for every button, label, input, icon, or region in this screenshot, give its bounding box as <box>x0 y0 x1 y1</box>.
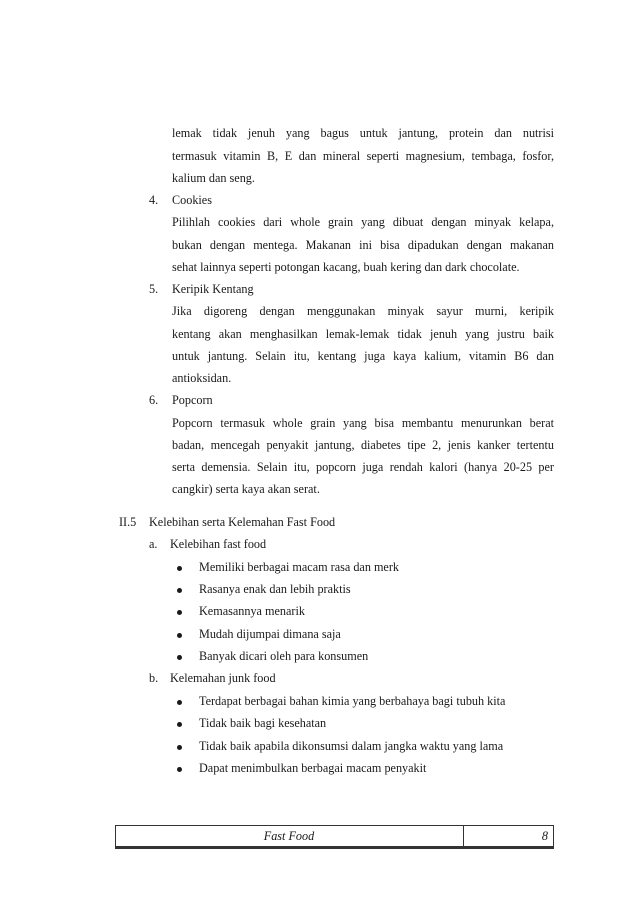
paragraph-line: bukan dengan mentega. Makanan ini bisa dipadukan dengan makanan <box>172 238 554 252</box>
paragraph-line: serta demensia. Selain itu, popcorn juga rendah kalori (hanya 20-25 per <box>172 460 554 474</box>
list-number: 5. <box>149 282 159 296</box>
bullet-icon <box>177 588 182 593</box>
list-item: Tidak baik bagi kesehatan <box>199 716 327 730</box>
paragraph-line: cangkir) serta kaya akan serat. <box>172 482 320 496</box>
list-item: Memiliki berbagai macam rasa dan merk <box>199 560 399 574</box>
list-item-title: Keripik Kentang <box>172 282 254 296</box>
bullet-icon <box>177 745 182 750</box>
paragraph-line: badan, mencegah penyakit jantung, diabetes tipe 2, jenis kanker tertentu <box>172 438 554 452</box>
list-item: Tidak baik apabila dikonsumsi dalam jangka waktu yang lama <box>199 739 504 753</box>
paragraph-line: lemak tidak jenuh yang bagus untuk jantung, protein dan nutrisi <box>172 126 554 140</box>
page-number: 8 <box>541 829 548 843</box>
list-item: Banyak dicari oleh para konsumen <box>199 649 369 663</box>
section-number: II.5 <box>119 515 137 529</box>
list-item: Terdapat berbagai bahan kimia yang berbahaya bagi tubuh kita <box>199 694 506 708</box>
footer-rule <box>115 847 554 849</box>
list-item: Dapat menimbulkan berbagai macam penyakit <box>199 761 427 775</box>
paragraph-line: Jika digoreng dengan menggunakan minyak sayur murni, keripik <box>172 304 554 318</box>
footer-title: Fast Food <box>263 829 315 843</box>
list-item: Mudah dijumpai dimana saja <box>199 627 341 641</box>
bullet-icon <box>177 633 182 638</box>
list-item-title: Cookies <box>172 193 212 207</box>
paragraph-line: untuk jantung. Selain itu, kentang juga kaya kalium, vitamin B6 dan <box>172 349 554 363</box>
sublist-title: Kelemahan junk food <box>170 671 276 685</box>
bullet-icon <box>177 700 182 705</box>
list-item: Rasanya enak dan lebih praktis <box>199 582 351 596</box>
list-item-title: Popcorn <box>172 393 213 407</box>
paragraph-line: Popcorn termasuk whole grain yang bisa membantu menurunkan berat <box>172 416 554 430</box>
paragraph-line: kentang akan menghasilkan lemak-lemak tidak jenuh yang justru baik <box>172 327 554 341</box>
paragraph-line: Pilihlah cookies dari whole grain yang dibuat dengan minyak kelapa, <box>172 215 554 229</box>
footer-divider <box>463 825 464 847</box>
sublist-label: b. <box>149 671 159 685</box>
bullet-icon <box>177 767 182 772</box>
list-item: Kemasannya menarik <box>199 604 305 618</box>
paragraph-line: antioksidan. <box>172 371 232 385</box>
sublist-label: a. <box>149 537 158 551</box>
sublist-title: Kelebihan fast food <box>170 537 267 551</box>
bullet-icon <box>177 610 182 615</box>
bullet-icon <box>177 566 182 571</box>
paragraph-line: kalium dan seng. <box>172 171 255 185</box>
list-number: 4. <box>149 193 159 207</box>
paragraph-line: termasuk vitamin B, E dan mineral seperti magnesium, tembaga, fosfor, <box>172 149 554 163</box>
section-title: Kelebihan serta Kelemahan Fast Food <box>149 515 336 529</box>
bullet-icon <box>177 722 182 727</box>
bullet-icon <box>177 655 182 660</box>
paragraph-line: sehat lainnya seperti potongan kacang, buah kering dan dark chocolate. <box>172 260 520 274</box>
list-number: 6. <box>149 393 159 407</box>
